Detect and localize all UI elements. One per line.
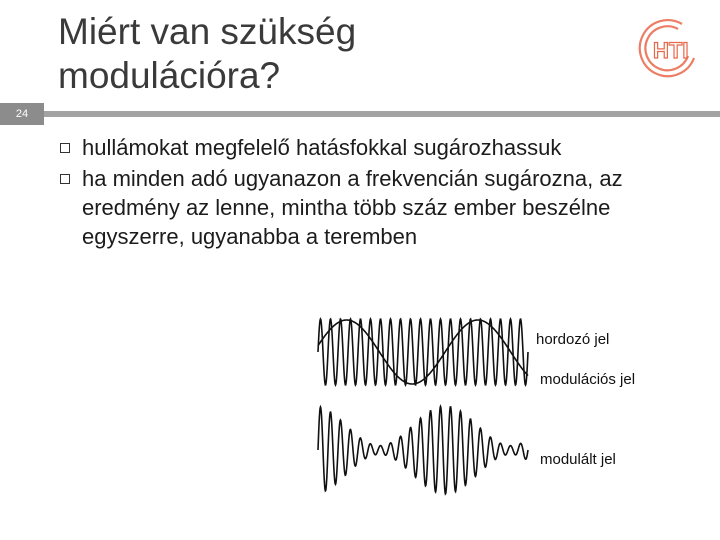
logo-text: HTI xyxy=(653,38,689,63)
slide-number xyxy=(0,103,44,125)
bullet-text: hullámokat megfelelő hatásfokkal sugározhassuk xyxy=(82,135,562,160)
modulation-figure xyxy=(310,310,670,520)
bullet-item xyxy=(60,164,700,251)
modulated-wave xyxy=(318,406,528,493)
modulated-label: modulált jel xyxy=(540,451,616,468)
carrier-label: hordozó jel xyxy=(536,331,610,348)
slide-number-text: 24 xyxy=(15,108,29,120)
bullet-list xyxy=(60,133,700,253)
square-bullet-icon xyxy=(60,143,70,153)
hti-logo-icon xyxy=(632,14,702,84)
bullet-text: ha minden adó ugyanazon a frekvencián sugározna, az eredmény az lenne, mintha több száz ember beszélne egyszerre, ugyanabba a teremben xyxy=(82,166,623,249)
bullet-item xyxy=(60,133,700,162)
slide-title: Miért van szükség modulációra? xyxy=(58,11,357,96)
carrier-wave xyxy=(318,319,528,385)
square-bullet-icon xyxy=(60,174,70,184)
title-divider xyxy=(44,111,720,117)
modulating-label: modulációs jel xyxy=(540,371,636,388)
